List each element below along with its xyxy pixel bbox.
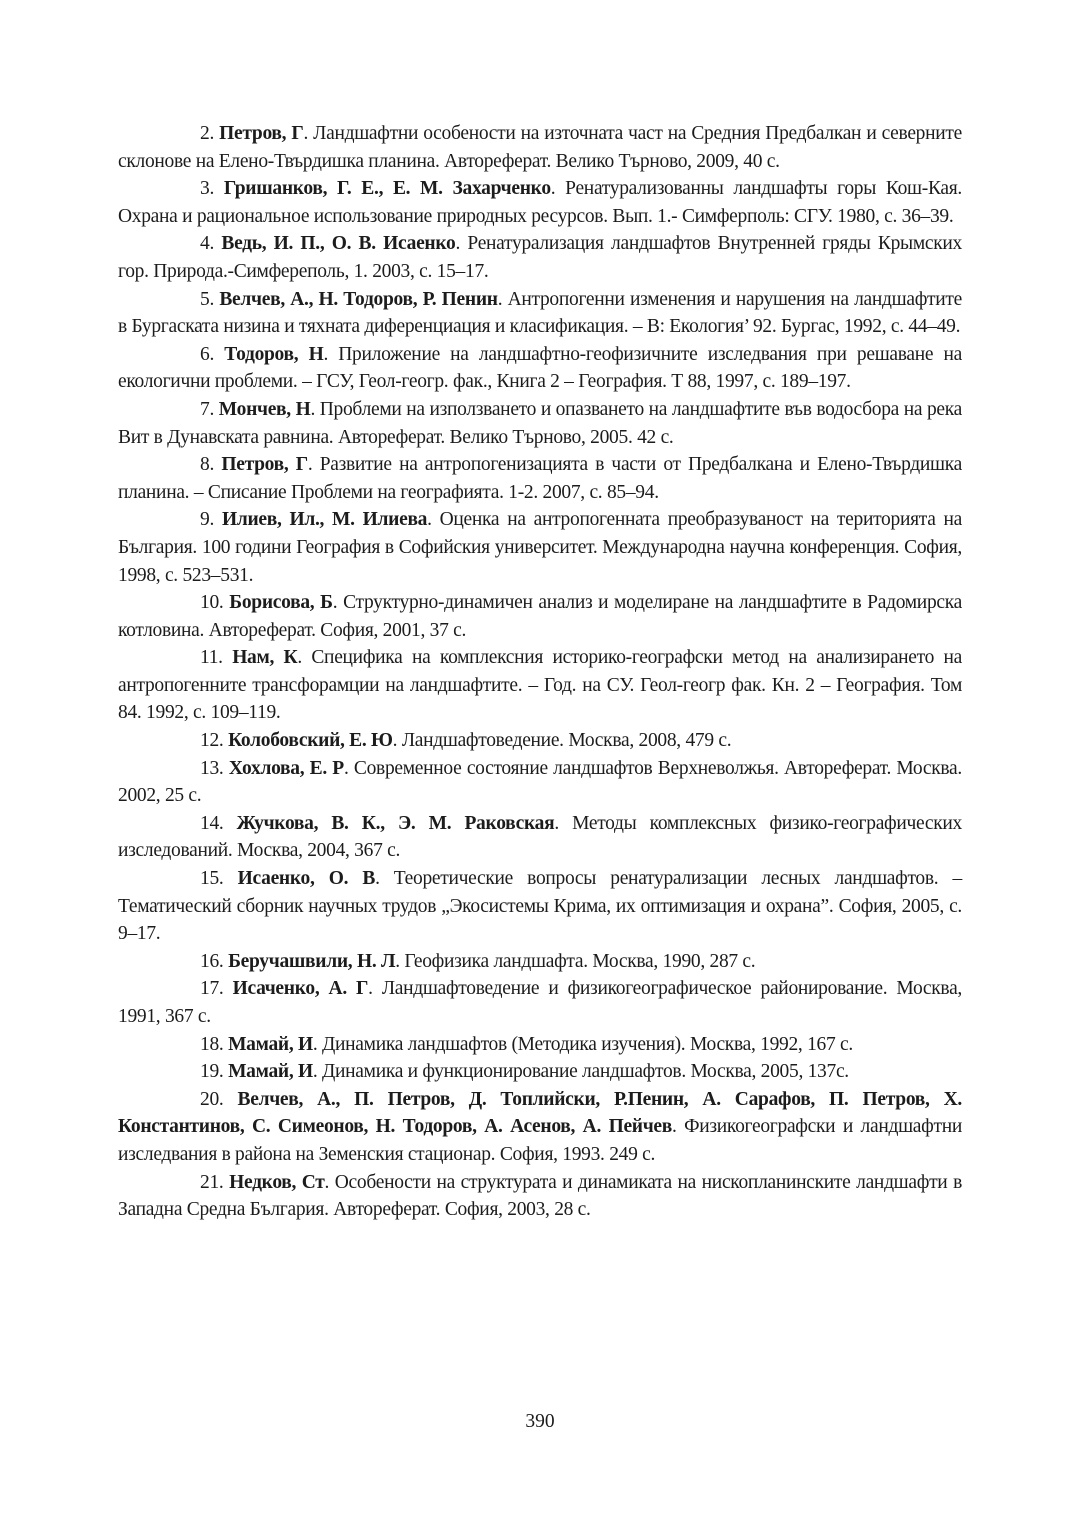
reference-item — [118, 1058, 962, 1086]
reference-number: 17. — [200, 978, 233, 1000]
reference-number: 15. — [200, 868, 238, 890]
reference-text: . Современное состояние ландшафтов Верхневолжья. Автореферат. Москва. 2002, 25 с. — [118, 757, 962, 807]
reference-authors: Мамай, И — [228, 1033, 313, 1055]
reference-number: 21. — [200, 1171, 230, 1193]
reference-item — [118, 755, 962, 810]
reference-list — [118, 120, 962, 1224]
reference-item — [118, 948, 962, 976]
reference-number: 14. — [200, 812, 237, 834]
reference-authors: Жучкова, В. К., Э. М. Раковская — [236, 812, 555, 834]
reference-text: . Специфика на комплексния историко-географски метод на анализирането на антропогенните трансфорамции на ландшафтите. – Год. на СУ. Геол-геогр фак. Кн. 2 – География. Том 84. 1992, с. 109–119. — [118, 647, 963, 724]
reference-item — [118, 975, 962, 1030]
reference-number: 19. — [200, 1061, 229, 1083]
reference-text: . Динамика ландшафтов (Методика изучения). Москва, 1992, 167 с. — [312, 1033, 853, 1055]
reference-authors: Тодоров, Н — [224, 343, 324, 365]
reference-authors: Петров, Г — [219, 123, 304, 144]
reference-item — [118, 230, 962, 285]
reference-authors: Велчев, А., П. Петров, Д. Топлийски, Р.Пенин, А. Сарафов, П. Петров, Х. Константинов, С. Симеонов, Н. Тодоров, А. Асенов, А. Пейчев — [118, 1088, 962, 1138]
reference-text: . Ландшафтни особености на източната част на Средния Предбалкан и северните склонове на Елено-Твърдишка планина. Автореферат. Велико Търново, 2009, 40 с. — [118, 123, 962, 172]
reference-authors: Беручашвили, Н. Л — [228, 950, 396, 972]
reference-text: . Физикогеографски и ландшафтни изследвания в района на Земенския стационар. София, 1993. 249 с. — [118, 1116, 962, 1165]
reference-item — [118, 865, 962, 948]
reference-number: 5. — [200, 288, 220, 310]
reference-number: 10. — [200, 592, 230, 614]
reference-item — [118, 396, 962, 451]
page-number: 390 — [525, 1411, 555, 1432]
reference-authors: Гришанков, Г. Е., Е. М. Захарченко — [223, 178, 551, 200]
reference-item — [118, 589, 962, 644]
reference-text: . Динамика и функционирование ландшафтов. Москва, 2005, 137с. — [312, 1061, 849, 1083]
reference-number: 6. — [200, 343, 225, 365]
reference-text: . Структурно-динамичен анализ и моделиране на ландшафтите в Радомирска котловина. Автореферат. София, 2001, 37 с. — [118, 592, 962, 641]
reference-item — [118, 727, 962, 755]
reference-text: . Приложение на ландшафтно-геофизичните изследвания при решаване на екологични проблеми. – ГСУ, Геол-геогр. фак., Книга 2 – География. Т 88, 1997, с. 189–197. — [118, 343, 963, 393]
reference-authors: Исаченко, А. Г — [232, 978, 369, 1000]
reference-text: . Развитие на антропогенизацията в части от Предбалкана и Елено-Твърдишка планина. – Списание Проблеми на географията. 1-2. 2007, с. 85–94. — [118, 454, 962, 503]
reference-authors: Борисова, Б — [229, 592, 333, 614]
reference-number: 13. — [200, 757, 229, 779]
reference-authors: Недков, Ст — [229, 1171, 325, 1193]
reference-item — [118, 810, 962, 865]
reference-number: 4. — [200, 233, 222, 255]
reference-authors: Мончев, Н — [218, 398, 311, 420]
reference-number: 12. — [200, 730, 229, 752]
reference-text: . Особености на структурата и динамиката на нископланинските ландшафти в Западна Средна България. Автореферат. София, 2003, 28 с. — [118, 1171, 962, 1221]
reference-item — [118, 451, 962, 506]
reference-item — [118, 175, 962, 230]
reference-item — [118, 1031, 962, 1059]
reference-item — [118, 644, 962, 727]
reference-number: 2. — [200, 123, 220, 144]
reference-authors: Илиев, Ил., М. Илиева — [221, 509, 428, 531]
reference-text: . Антропогенни изменения и нарушения на ландшафтите в Бургаската низина и тяхната диференциация и класификация. – В: Екология’ 92. Бургас, 1992, с. 44–49. — [118, 288, 962, 338]
reference-item — [118, 506, 962, 589]
reference-text: . Ландшафтоведение. Москва, 2008, 479 с. — [392, 730, 732, 752]
reference-text: . Теоретические вопросы ренатурализации лесных ландшафтов. – Тематический сборник научных трудов „Экосистемы Крима, их оптимизация и охрана”. София, 2005, с. 9–17. — [118, 868, 962, 945]
reference-authors: Велчев, А., Н. Тодоров, Р. Пенин — [219, 288, 498, 310]
reference-authors: Мамай, И — [228, 1061, 313, 1083]
reference-number: 16. — [200, 950, 229, 972]
reference-text: . Ренатурализованны ландшафты горы Кош-Кая. Охрана и рациональное использование природных ресурсов. Вып. 1.- Симферполь: СГУ. 1980, с. 36–39. — [118, 178, 963, 227]
reference-authors: Исаенко, О. В — [237, 868, 376, 890]
reference-text: . Оценка на антропогенната преобразуваност на територията на България. 100 години География в Софийския университет. Международна научна конференция. София, 1998, с. 523–531. — [118, 509, 962, 586]
reference-authors: Петров, Г — [221, 454, 308, 476]
reference-number: 9. — [200, 509, 222, 531]
reference-number: 7. — [200, 398, 219, 420]
reference-authors: Колобовский, Е. Ю — [228, 730, 393, 752]
reference-number: 11. — [200, 647, 233, 669]
reference-number: 3. — [200, 178, 224, 200]
reference-item — [118, 286, 962, 341]
reference-item — [118, 120, 962, 175]
reference-text: . Методы комплексных физико-географических изследований. Москва, 2004, 367 с. — [118, 812, 962, 862]
reference-authors: Нам, К — [232, 647, 298, 669]
reference-item — [118, 1169, 962, 1224]
reference-authors: Хохлова, Е. Р — [228, 757, 344, 779]
reference-number: 18. — [200, 1033, 229, 1055]
reference-text: . Ренатурализация ландшафтов Внутренней гряды Крымских гор. Природа.-Симфереполь, 1. 2003, с. 15–17. — [118, 233, 962, 282]
reference-item — [118, 1086, 962, 1169]
reference-text: . Ландшафтоведение и физикогеографическое районирование. Москва, 1991, 367 с. — [118, 978, 962, 1027]
reference-number: 20. — [200, 1088, 238, 1110]
reference-authors: Ведь, И. П., О. В. Исаенко — [221, 233, 456, 255]
reference-item — [118, 341, 962, 396]
reference-number: 8. — [200, 454, 222, 476]
reference-text: . Проблеми на използването и опазването на ландшафтите във водосбора на река Вит в Дунавската равнина. Автореферат. Велико Търново, 2005. 42 с. — [118, 398, 962, 448]
reference-text: . Геофизика ландшафта. Москва, 1990, 287 с. — [395, 950, 756, 972]
